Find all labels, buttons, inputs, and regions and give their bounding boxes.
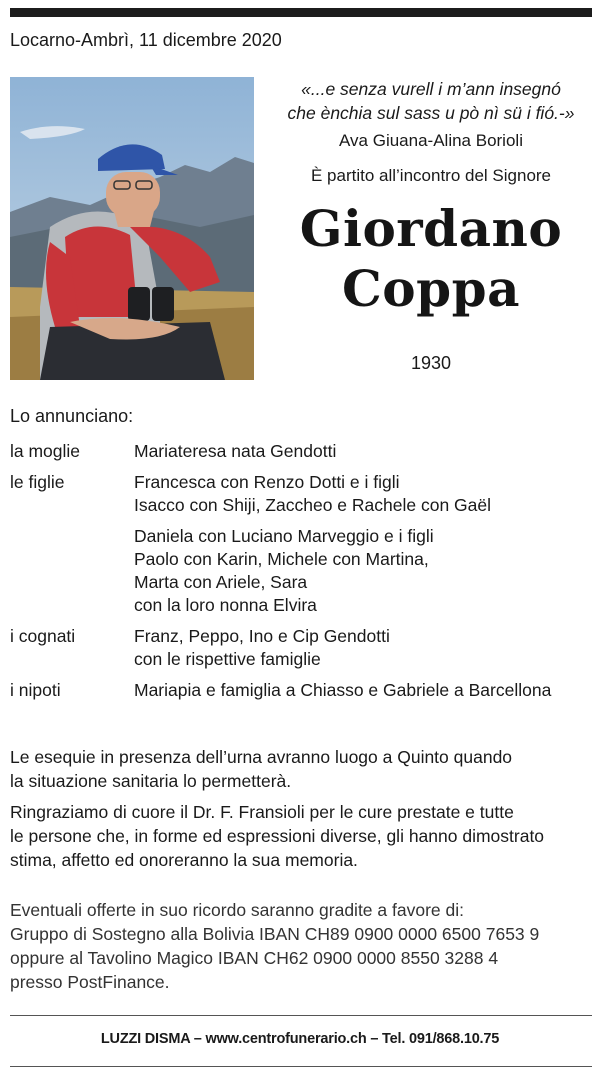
family-group — [134, 471, 491, 517]
text-line: le persone che, in forme ed espressioni diverse, gli hanno dimostrato — [10, 826, 545, 846]
text-line: presso PostFinance. — [10, 972, 170, 992]
family-row — [10, 679, 595, 702]
text-line: la situazione sanitaria lo permetterà. — [10, 771, 292, 791]
family-relation: le figlie — [10, 472, 65, 492]
family-row — [10, 471, 595, 617]
dateline: Locarno-Ambrì, 11 dicembre 2020 — [10, 30, 282, 50]
top-rule — [10, 8, 592, 17]
family-relation: i nipoti — [10, 680, 61, 700]
text-line: Eventuali offerte in suo ricordo saranno gradite a favore di: — [10, 900, 464, 920]
family-name-line: Isacco con Shiji, Zaccheo e Rachele con Gaël — [134, 495, 491, 515]
footer-bottom-rule — [10, 1066, 592, 1067]
last-name: Coppa — [342, 259, 520, 318]
family-name-line: Mariateresa nata Gendotti — [134, 441, 337, 461]
donations-paragraph — [10, 898, 595, 994]
text-line: oppure al Tavolino Magico IBAN CH62 0900 0000 8550 3288 4 — [10, 948, 499, 968]
family-list — [10, 440, 595, 710]
family-names — [134, 471, 491, 617]
text-line: stima, affetto ed onoreranno la sua memoria. — [10, 850, 358, 870]
funeral-paragraph — [10, 745, 595, 793]
family-group — [134, 679, 551, 702]
family-name-line: Marta con Ariele, Sara — [134, 572, 308, 592]
family-name-line: Paolo con Karin, Michele con Martina, — [134, 549, 429, 569]
portrait-photo — [10, 77, 254, 380]
family-names — [134, 625, 390, 671]
birth-year: 1930 — [410, 353, 452, 373]
family-group — [134, 525, 491, 617]
heading-column — [262, 77, 600, 374]
family-name-line: Francesca con Renzo Dotti e i figli — [134, 472, 400, 492]
quote-line: «...e senza vurell i m’ann insegnó — [301, 79, 561, 99]
family-name-line: con la loro nonna Elvira — [134, 595, 317, 615]
text-line: Ringraziamo di cuore il Dr. F. Fransioli per le cure prestate e tutte — [10, 802, 514, 822]
family-relation: i cognati — [10, 626, 76, 646]
deceased-name — [262, 199, 600, 319]
first-name: Giordano — [299, 199, 563, 258]
family-names — [134, 440, 336, 463]
text-line: Gruppo di Sostegno alla Bolivia IBAN CH89 0900 0000 6500 7653 9 — [10, 924, 540, 944]
family-group — [134, 625, 390, 671]
quote — [262, 77, 600, 125]
family-relation: la moglie — [10, 441, 81, 461]
family-row — [10, 625, 595, 671]
departed-text: È partito all’incontro del Signore — [310, 166, 552, 185]
text-line: Le esequie in presenza dell’urna avranno luogo a Quinto quando — [10, 747, 513, 767]
family-names — [134, 679, 551, 702]
footer-contact: LUZZI DISMA – www.centrofunerario.ch – Tel. 091/868.10.75 — [100, 1031, 500, 1047]
announce-title: Lo annunciano: — [10, 406, 134, 426]
family-name-line: con le rispettive famiglie — [134, 649, 321, 669]
family-group — [134, 440, 336, 463]
family-row — [10, 440, 595, 463]
quote-line: che ènchia sul sass u pò nì sü i fió.-» — [287, 103, 575, 123]
family-name-line: Franz, Peppo, Ino e Cip Gendotti — [134, 626, 390, 646]
family-name-line: Mariapia e famiglia a Chiasso e Gabriele a Barcellona — [134, 680, 552, 700]
footer-top-rule — [10, 1015, 592, 1016]
thanks-paragraph — [10, 800, 595, 872]
family-name-line: Daniela con Luciano Marveggio e i figli — [134, 526, 434, 546]
quote-author: Ava Giuana-Alina Borioli — [339, 131, 523, 150]
